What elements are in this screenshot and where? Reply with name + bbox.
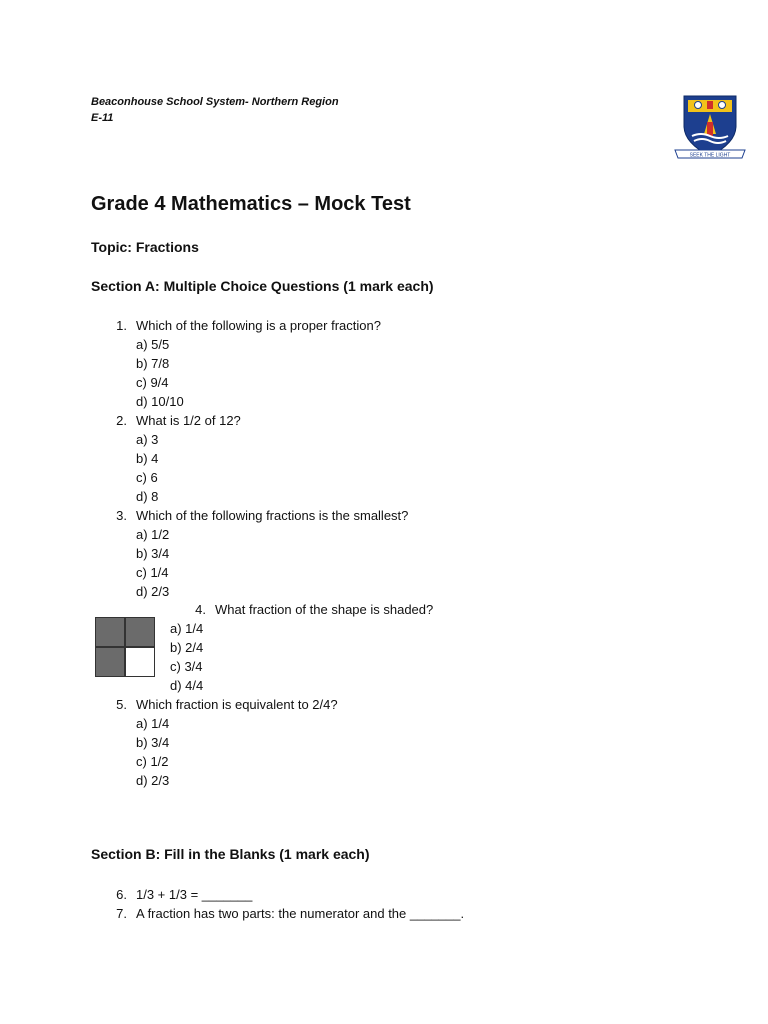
section-b-heading: Section B: Fill in the Blanks (1 mark each) bbox=[91, 846, 370, 862]
option-d: d) 2/3 bbox=[136, 584, 170, 599]
question-4 bbox=[184, 600, 433, 619]
question-3 bbox=[105, 506, 408, 525]
question-number: 4. bbox=[195, 602, 206, 617]
option-c: c) 6 bbox=[136, 470, 158, 485]
option-c: c) 9/4 bbox=[136, 375, 169, 390]
option-b: b) 3/4 bbox=[136, 735, 170, 750]
question-4-options bbox=[170, 619, 203, 695]
school-crest-logo bbox=[674, 92, 746, 164]
option-b: b) 7/8 bbox=[136, 356, 170, 371]
option-a: a) 1/4 bbox=[136, 716, 170, 731]
question-6 bbox=[105, 885, 252, 904]
option-b: b) 2/4 bbox=[170, 640, 204, 655]
crest-motto: SEEK THE LIGHT bbox=[689, 152, 731, 159]
question-text: What is 1/2 of 12? bbox=[136, 413, 241, 428]
shaded-cell bbox=[126, 618, 155, 647]
question-number: 2. bbox=[116, 413, 127, 428]
question-1 bbox=[105, 316, 381, 335]
school-header bbox=[91, 94, 339, 126]
option-b: b) 4 bbox=[136, 451, 159, 466]
question-number: 5. bbox=[116, 697, 127, 712]
option-c: c) 1/4 bbox=[136, 565, 169, 580]
option-c: c) 1/2 bbox=[136, 754, 169, 769]
question-1-options bbox=[136, 335, 184, 411]
question-text: A fraction has two parts: the numerator and the _______. bbox=[136, 906, 465, 921]
page-title: Grade 4 Mathematics – Mock Test bbox=[91, 193, 411, 215]
question-2 bbox=[105, 411, 241, 430]
question-text: Which fraction is equivalent to 2/4? bbox=[136, 697, 338, 712]
question-5-options bbox=[136, 714, 169, 790]
question-number: 1. bbox=[116, 318, 127, 333]
option-b: b) 3/4 bbox=[136, 546, 170, 561]
question-number: 7. bbox=[116, 906, 127, 921]
option-d: d) 8 bbox=[136, 489, 159, 504]
option-a: a) 5/5 bbox=[136, 337, 170, 352]
shaded-cell bbox=[96, 648, 125, 677]
option-d: d) 10/10 bbox=[136, 394, 184, 409]
unshaded-cell bbox=[126, 648, 155, 677]
question-text: Which of the following fractions is the smallest? bbox=[136, 508, 409, 523]
question-text: What fraction of the shape is shaded? bbox=[215, 602, 434, 617]
question-3-options bbox=[136, 525, 169, 601]
question-5 bbox=[105, 695, 338, 714]
option-d: d) 4/4 bbox=[170, 678, 204, 693]
option-d: d) 2/3 bbox=[136, 773, 170, 788]
option-c: c) 3/4 bbox=[170, 659, 203, 674]
section-a-heading: Section A: Multiple Choice Questions (1 mark each) bbox=[91, 278, 434, 294]
question-7 bbox=[105, 904, 464, 923]
question-text: 1/3 + 1/3 = _______ bbox=[136, 887, 253, 902]
question-text: Which of the following is a proper fraction? bbox=[136, 318, 381, 333]
question-number: 6. bbox=[116, 887, 127, 902]
question-2-options bbox=[136, 430, 158, 506]
option-a: a) 3 bbox=[136, 432, 159, 447]
option-a: a) 1/2 bbox=[136, 527, 170, 542]
shaded-cell bbox=[96, 618, 125, 647]
school-name: Beaconhouse School System- Northern Region bbox=[91, 96, 339, 108]
question-number: 3. bbox=[116, 508, 127, 523]
option-a: a) 1/4 bbox=[170, 621, 204, 636]
topic-heading: Topic: Fractions bbox=[91, 239, 199, 255]
fraction-shape-grid bbox=[95, 617, 155, 677]
branch-code: E-11 bbox=[91, 112, 114, 124]
